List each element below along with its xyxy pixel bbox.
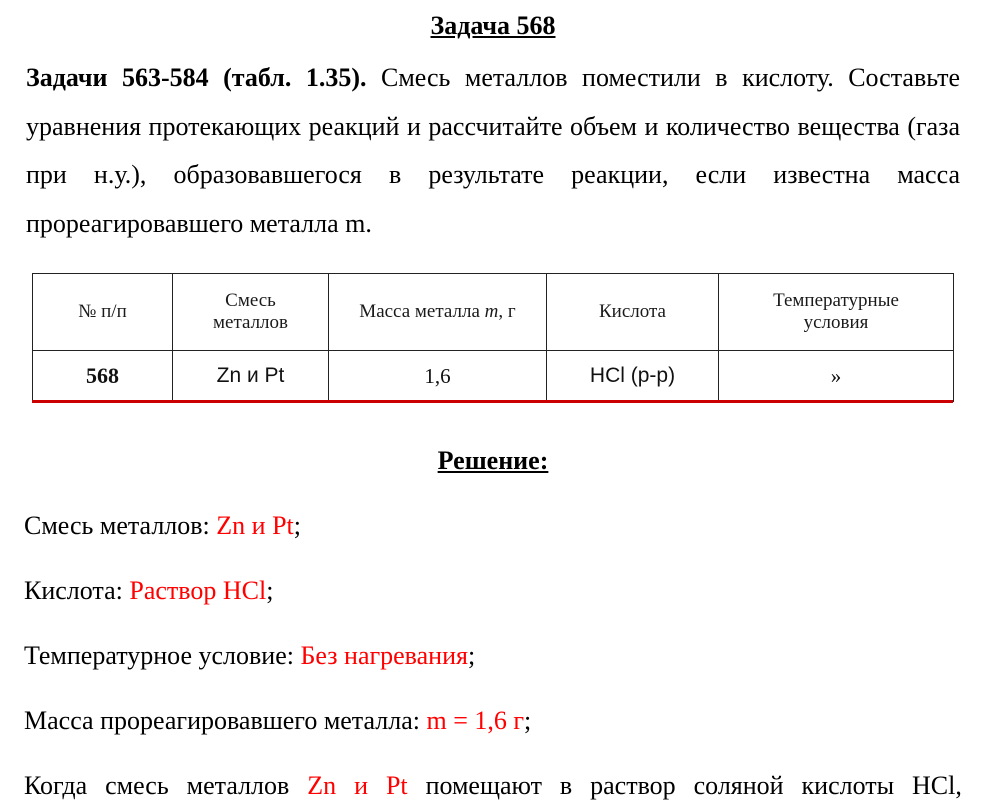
solution-label: Температурное условие:: [24, 641, 301, 670]
cell-temperature: »: [719, 351, 954, 402]
solution-value: Раствор HCl: [129, 576, 267, 605]
word: Zn: [307, 771, 337, 800]
problem-statement-text: Смесь металлов поместили в кислоту. Составьте уравнения протекающих реакций и рассчитайте объем и количество вещества (газа при н.у.), образовавшегося в результате реакции, если известна масса прореагировавшего металла m.: [26, 63, 960, 238]
solution-paragraph-cut: [24, 768, 962, 804]
word: соляной: [693, 771, 784, 800]
word: и: [354, 771, 368, 800]
problem-title: Задача 568: [430, 11, 556, 40]
header-metal-mixture-line2: металлов: [212, 312, 289, 333]
solution-line-acid: [24, 573, 273, 609]
header-metal-mixture-line1: Смесь: [225, 290, 276, 311]
cell-metal-mixture: Zn и Pt: [173, 351, 329, 402]
solution-value: Zn и Pt: [216, 511, 294, 540]
header-metal-mass-var: m: [484, 301, 499, 322]
solution-label: Смесь металлов:: [24, 511, 217, 540]
table-bottom-red-rule: [32, 400, 953, 403]
solution-label: Кислота:: [24, 576, 130, 605]
table-header-row: [33, 274, 954, 351]
word: смесь: [105, 771, 169, 800]
header-metal-mixture: [173, 274, 329, 351]
header-number: № п/п: [33, 274, 173, 351]
solution-value: Без нагревания: [300, 641, 468, 670]
problem-statement: [26, 54, 960, 248]
solution-line-mixture: [24, 508, 301, 544]
solution-line-mass: [24, 703, 531, 739]
parameters-table: [32, 273, 954, 402]
header-temperature-line2: условия: [803, 312, 869, 333]
word: Когда: [24, 771, 88, 800]
cell-metal-mass: 1,6: [329, 351, 547, 402]
word: раствор: [590, 771, 676, 800]
header-temperature: [719, 274, 954, 351]
word: Pt: [385, 771, 408, 800]
cell-acid: HCl (р-р): [547, 351, 719, 402]
solution-punct: ;: [524, 706, 532, 735]
header-metal-mass: [329, 274, 547, 351]
word: в: [559, 771, 573, 800]
word: кислоты: [801, 771, 895, 800]
solution-label: Масса прореагировавшего металла:: [24, 706, 427, 735]
parameters-table-wrap: [32, 273, 953, 403]
word: металлов: [186, 771, 290, 800]
solution-punct: ;: [467, 641, 476, 670]
solution-value: m = 1,6 г: [426, 706, 525, 735]
header-acid: Кислота: [547, 274, 719, 351]
word: HCl,: [912, 771, 962, 800]
header-temperature-line1: Температурные: [773, 290, 899, 311]
word: помещают: [425, 771, 542, 800]
solution-title: Решение:: [437, 446, 549, 475]
header-metal-mass-suffix: , г: [498, 301, 516, 322]
table-row: [33, 351, 954, 402]
cell-number: 568: [33, 351, 173, 402]
solution-punct: ;: [266, 576, 274, 605]
problem-statement-lead: Задачи 563-584 (табл. 1.35).: [26, 63, 367, 92]
solution-punct: ;: [293, 511, 301, 540]
solution-line-temperature: [24, 638, 475, 674]
header-metal-mass-prefix: Масса металла: [359, 301, 485, 322]
